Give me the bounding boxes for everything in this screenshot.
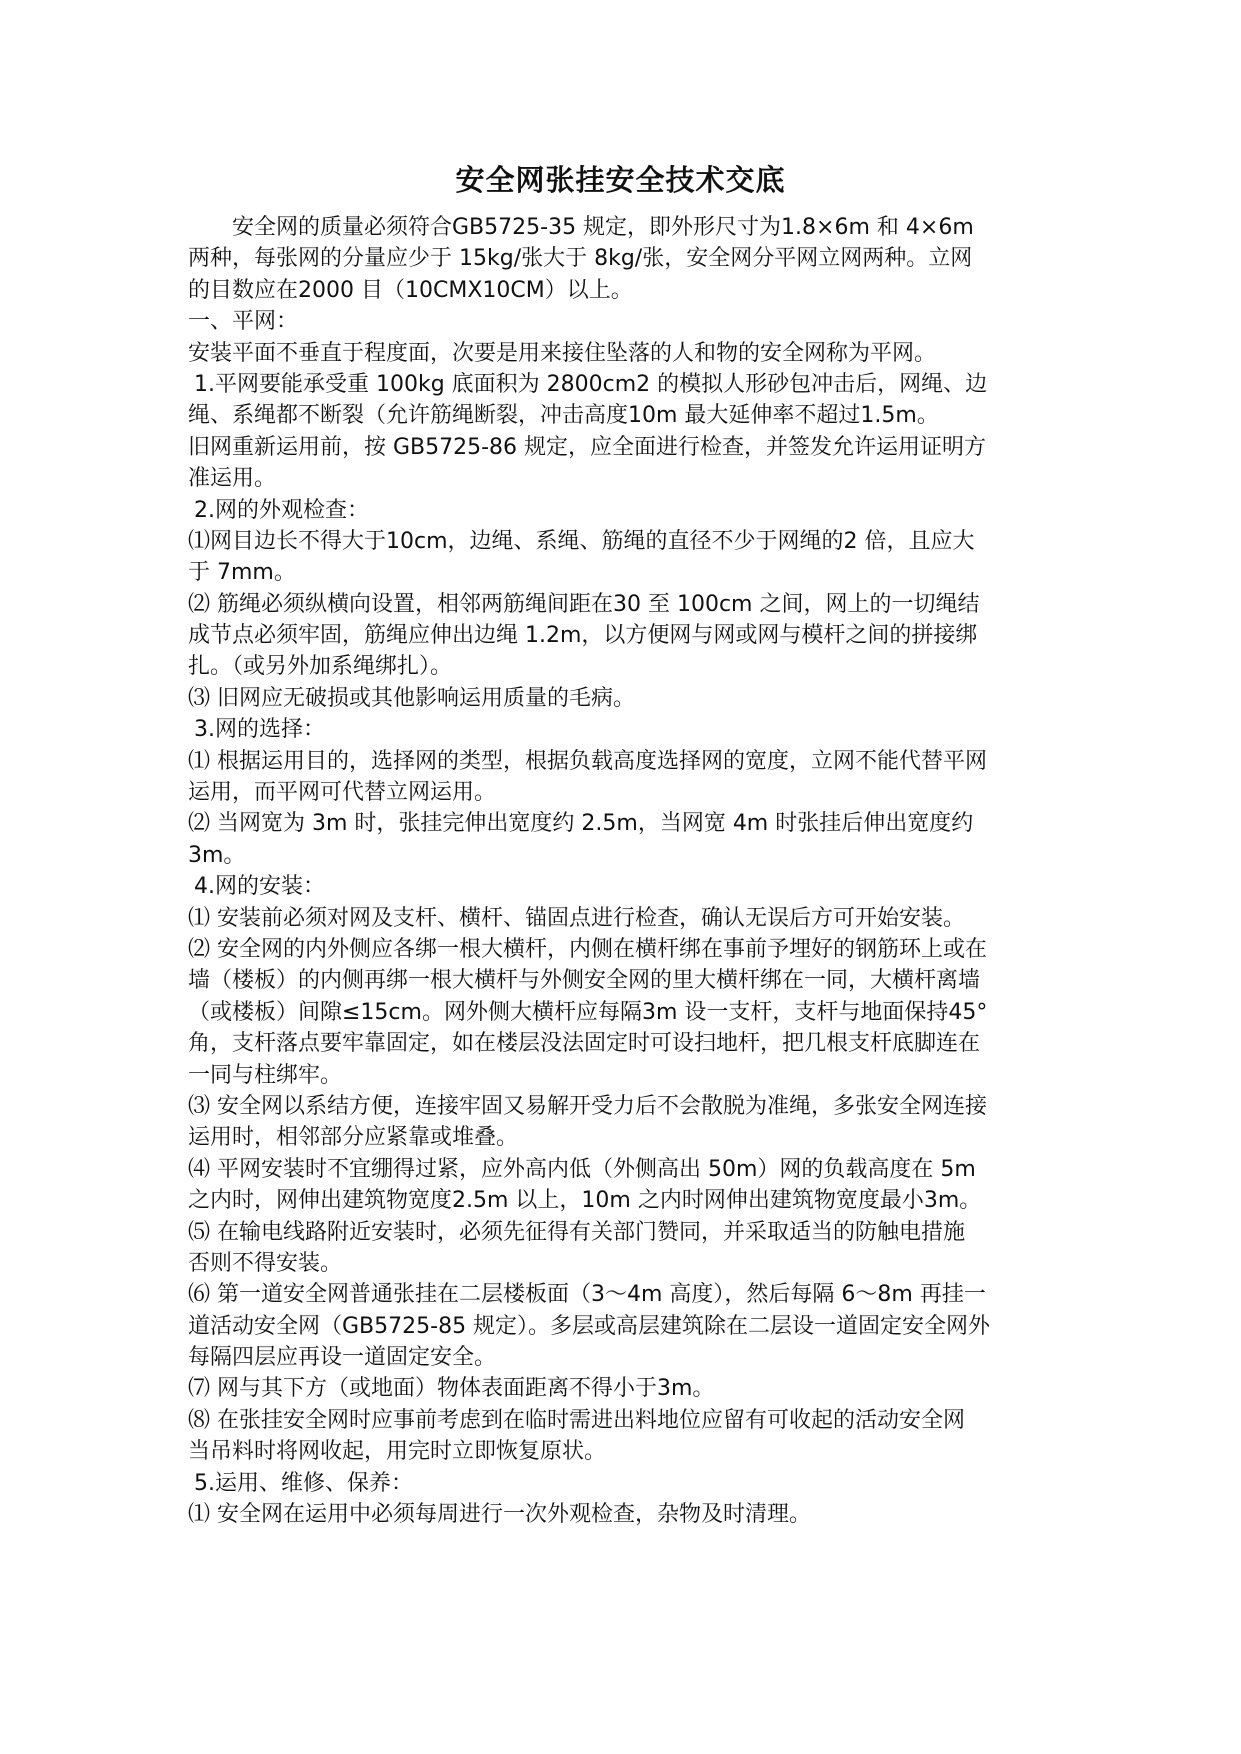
list-item: ⑴ 安装前必须对网及支杆、横杆、锚固点进行检查，确认无误后方可开始安装。 bbox=[188, 905, 965, 931]
paragraph-line: 成节点必须牢固，筋绳应伸出边绳 1.2m，以方便网与网或网与模杆之间的拼接绑 bbox=[188, 623, 978, 649]
paragraph-line: 一同与柱绑牢。 bbox=[188, 1062, 343, 1088]
list-item: ⑷ 平网安装时不宜绷得过紧，应外高内低（外侧高出 50m）网的负载高度在 5m bbox=[188, 1156, 976, 1182]
list-item: ⑹ 第一道安全网普通张挂在二层楼板面（3～4m 高度），然后每隔 6～8m 再挂一 bbox=[188, 1282, 986, 1308]
document-body bbox=[188, 212, 1068, 1530]
list-item: ⑵ 筋绳必须纵横向设置，相邻两筋绳间距在30 至 100cm 之间，网上的一切绳结 bbox=[188, 591, 980, 617]
list-item: ⑴网目边长不得大于10cm，边绳、系绳、筋绳的直径不少于网绳的2 倍，且应大 bbox=[188, 528, 975, 554]
list-item: ⑻ 在张挂安全网时应事前考虑到在临时需进出料地位应留有可收起的活动安全网 bbox=[188, 1407, 965, 1433]
paragraph-line: 旧网重新运用前，按 GB5725-86 规定，应全面进行检查，并签发允许运用证明方 bbox=[188, 434, 987, 460]
paragraph-line: （或楼板）间隙≤15cm。网外侧大横杆应每隔3m 设一支杆，支杆与地面保持45° bbox=[188, 999, 988, 1025]
list-item: ⑵ 当网宽为 3m 时，张挂完伸出宽度约 2.5m，当网宽 4m 时张挂后伸出宽度约 bbox=[188, 811, 974, 837]
paragraph-line: 绳、系绳都不断裂（允许筋绳断裂，冲击高度10m 最大延伸率不超过1.5m。 bbox=[188, 403, 939, 429]
paragraph-line: 扎。（或另外加系绳绑扎）。 bbox=[188, 654, 453, 680]
subsection-heading: 2.网的外观检查： bbox=[194, 497, 369, 523]
subsection-heading: 3.网的选择： bbox=[194, 717, 325, 743]
paragraph-line: 当吊料时将网收起，用完时立即恢复原状。 bbox=[188, 1439, 607, 1465]
paragraph-line: 墙（楼板）的内侧再绑一根大横杆与外侧安全网的里大横杆绑在一同，大横杆离墙 bbox=[188, 968, 981, 994]
paragraph-line: 之内时，网伸出建筑物宽度2.5m 以上，10m 之内时网伸出建筑物宽度最小3m。 bbox=[188, 1188, 982, 1214]
paragraph-line: 安全网的质量必须符合GB5725-35 规定，即外形尺寸为1.8×6m 和 4×6m bbox=[232, 215, 974, 240]
list-item: ⑴ 安全网在运用中必须每周进行一次外观检查，杂物及时清理。 bbox=[188, 1502, 811, 1528]
paragraph-line: 运用时，相邻部分应紧靠或堆叠。 bbox=[188, 1125, 519, 1151]
section-heading: 一、平网： bbox=[188, 309, 299, 335]
document-title: 安全网张挂安全技术交底 bbox=[455, 163, 786, 197]
paragraph-line: 3m。 bbox=[188, 842, 246, 868]
list-item: ⑺ 网与其下方（或地面）物体表面距离不得小于3m。 bbox=[188, 1376, 715, 1402]
list-item: 1.平网要能承受重 100kg 底面积为 2800cm2 的模拟人形砂包冲击后，网绳、边 bbox=[194, 371, 988, 397]
paragraph-line: 安装平面不垂直于程度面，次要是用来接住坠落的人和物的安全网称为平网。 bbox=[188, 340, 937, 366]
paragraph-line: 运用，而平网可代替立网运用。 bbox=[188, 780, 497, 806]
list-item: ⑵ 安全网的内外侧应各绑一根大横杆，内侧在横杆绑在事前予埋好的钢筋环上或在 bbox=[188, 936, 987, 962]
list-item: ⑴ 根据运用目的，选择网的类型，根据负载高度选择网的宽度，立网不能代替平网 bbox=[188, 748, 987, 774]
paragraph-line: 否则不得安装。 bbox=[188, 1250, 343, 1276]
list-item: ⑶ 旧网应无破损或其他影响运用质量的毛病。 bbox=[188, 685, 635, 711]
list-item: ⑶ 安全网以系结方便，连接牢固又易解开受力后不会散脱为准绳，多张安全网连接 bbox=[188, 1093, 987, 1119]
paragraph-line: 于 7mm。 bbox=[188, 560, 296, 586]
paragraph-line: 角，支杆落点要牢靠固定，如在楼层没法固定时可设扫地杆，把几根支杆底脚连在 bbox=[188, 1031, 981, 1057]
paragraph-line: 准运用。 bbox=[188, 466, 277, 492]
paragraph-line: 两种，每张网的分量应少于 15kg/张大于 8kg/张，安全网分平网立网两种。立网 bbox=[188, 246, 973, 272]
paragraph-line: 道活动安全网（GB5725-85 规定）。多层或高层建筑除在二层设一道固定安全网外 bbox=[188, 1313, 991, 1339]
paragraph-line: 每隔四层应再设一道固定安全。 bbox=[188, 1345, 497, 1371]
paragraph-line: 的目数应在2000 目（10CMX10CM）以上。 bbox=[188, 277, 633, 303]
subsection-heading: 4.网的安装： bbox=[194, 874, 325, 900]
subsection-heading: 5.运用、维修、保养： bbox=[194, 1470, 413, 1496]
list-item: ⑸ 在输电线路附近安装时，必须先征得有关部门赞同，并采取适当的防触电措施 bbox=[188, 1219, 965, 1245]
